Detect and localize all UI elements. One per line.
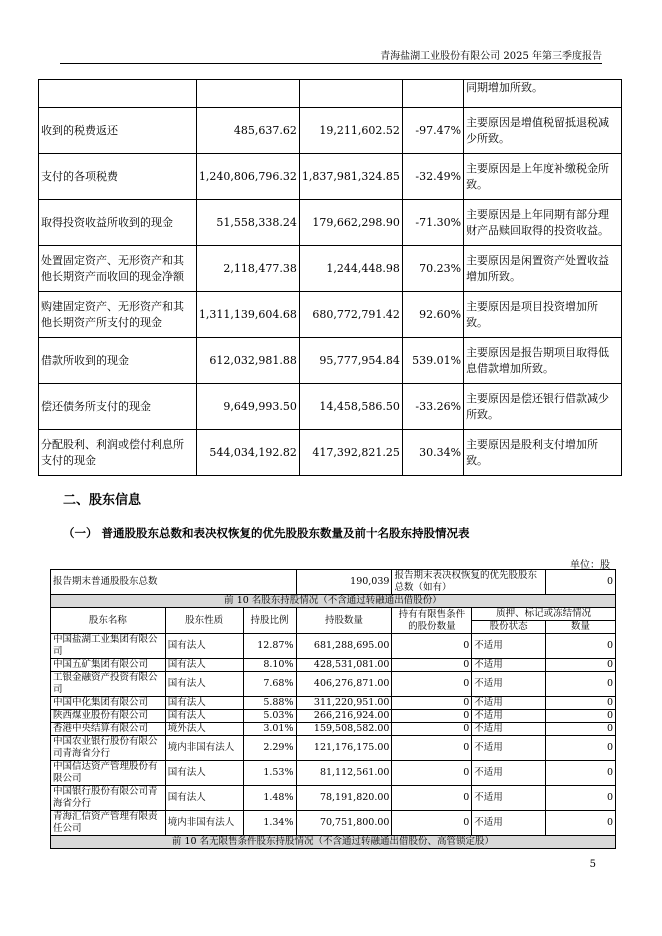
shareholder-nature: 国有法人 [165,672,243,697]
shareholder-name: 中国中化集团有限公司 [51,697,166,710]
current-period-value [196,80,299,108]
cashflow-changes-table [38,79,622,476]
shareholder-name: 陕西煤业股份有限公司 [51,710,166,723]
shareholding-ratio: 1.48% [243,786,296,811]
restricted-shares: 0 [392,634,472,659]
shareholding-ratio: 5.88% [243,697,296,710]
preferred-shareholders-label: 报告期末表决权恢复的优先股股东总数（如有） [392,570,546,595]
section-title: 二、股东信息 [63,493,142,508]
restricted-shares: 0 [392,672,472,697]
col-header-name: 股东名称 [51,608,166,634]
col-header-status: 股份状态 [472,621,546,634]
change-reason: 主要原因是上年同期有部分理财产品赎回取得的投资收益。 [464,200,622,246]
top10-title: 前 10 名股东持股情况（不含通过转融通出借股份） [51,595,616,608]
shareholder-nature: 境内非国有法人 [165,736,243,761]
cashflow-row [39,430,622,476]
shareholding-ratio: 2.29% [243,736,296,761]
shareholder-nature: 国有法人 [165,697,243,710]
prior-period-value: 1,837,981,324.85 [299,154,402,200]
change-percent: -97.47% [402,108,463,154]
shareholding-quantity: 159,508,582.00 [296,723,392,736]
cashflow-row [39,200,622,246]
shareholding-ratio: 12.87% [243,634,296,659]
shareholding-quantity: 78,191,820.00 [296,786,392,811]
pledge-status: 不适用 [472,659,546,672]
col-header-restricted: 持有有限售条件的股份数量 [392,608,472,634]
change-percent: -71.30% [402,200,463,246]
prior-period-value [299,80,402,108]
shareholder-row [51,710,616,723]
shareholding-ratio: 7.68% [243,672,296,697]
pledge-status: 不适用 [472,672,546,697]
shareholder-name: 工银金融资产投资有限公司 [51,672,166,697]
restricted-shares: 0 [392,736,472,761]
change-percent: -32.49% [402,154,463,200]
restricted-shares: 0 [392,811,472,836]
shareholder-name: 青海汇信资产管理有限责任公司 [51,811,166,836]
shareholder-row [51,634,616,659]
shareholding-ratio: 5.03% [243,710,296,723]
shareholder-nature: 国有法人 [165,710,243,723]
change-percent: 92.60% [402,292,463,338]
prior-period-value: 179,662,298.90 [299,200,402,246]
pledge-count: 0 [546,723,616,736]
cashflow-row [39,292,622,338]
shareholder-name: 中国盐湖工业集团有限公司 [51,634,166,659]
shareholder-name: 中国农业银行股份有限公司青海省分行 [51,736,166,761]
cashflow-item: 借款所收到的现金 [39,338,197,384]
shareholding-quantity: 70,751,800.00 [296,811,392,836]
prior-period-value: 19,211,602.52 [299,108,402,154]
pledge-count: 0 [546,672,616,697]
shareholder-nature: 境内非国有法人 [165,811,243,836]
pledge-count: 0 [546,697,616,710]
pledge-status: 不适用 [472,811,546,836]
pledge-status: 不适用 [472,634,546,659]
pledge-count: 0 [546,634,616,659]
current-period-value: 1,311,139,604.68 [196,292,299,338]
col-header-pledge: 质押、标记或冻结情况 [472,608,616,621]
pledge-status: 不适用 [472,736,546,761]
change-reason: 主要原因是闲置资产处置收益增加所致。 [464,246,622,292]
preferred-shareholders-value: 0 [546,570,616,595]
shareholding-ratio: 3.01% [243,723,296,736]
col-header-qty: 持股数量 [296,608,392,634]
restricted-shares: 0 [392,710,472,723]
cashflow-item [39,80,197,108]
col-header-ratio: 持股比例 [243,608,296,634]
col-header-nature: 股东性质 [165,608,243,634]
shareholding-quantity: 121,176,175.00 [296,736,392,761]
pledge-count: 0 [546,659,616,672]
shareholder-name: 中国五矿集团有限公司 [51,659,166,672]
prior-period-value: 417,392,821.25 [299,430,402,476]
cashflow-item: 处置固定资产、无形资产和其他长期资产而收回的现金净额 [39,246,197,292]
total-shareholders-row [51,570,616,595]
shareholder-name: 香港中央结算有限公司 [51,723,166,736]
shareholder-nature: 国有法人 [165,634,243,659]
report-header-title: 青海盐湖工业股份有限公司 2025 年第三季度报告 [380,51,602,62]
change-percent: -33.26% [402,384,463,430]
prior-period-value: 1,244,448.98 [299,246,402,292]
shareholding-quantity: 311,220,951.00 [296,697,392,710]
header-row-1 [51,608,616,621]
cashflow-item: 取得投资收益所收到的现金 [39,200,197,246]
pledge-count: 0 [546,811,616,836]
change-percent: 539.01% [402,338,463,384]
cashflow-item: 收到的税费返还 [39,108,197,154]
shareholding-ratio: 1.34% [243,811,296,836]
shareholder-nature: 国有法人 [165,786,243,811]
pledge-status: 不适用 [472,761,546,786]
header-divider [60,63,602,64]
shareholding-quantity: 81,112,561.00 [296,761,392,786]
pledge-count: 0 [546,786,616,811]
shareholder-nature: 境外法人 [165,723,243,736]
restricted-shares: 0 [392,786,472,811]
shareholding-quantity: 406,276,871.00 [296,672,392,697]
cashflow-row [39,338,622,384]
change-reason: 主要原因是报告期项目取得低息借款增加所致。 [464,338,622,384]
unit-label: 单位：股 [570,560,610,571]
shareholder-nature: 国有法人 [165,659,243,672]
change-reason: 主要原因是项目投资增加所致。 [464,292,622,338]
pledge-count: 0 [546,736,616,761]
change-reason: 主要原因是偿还银行借款减少所致。 [464,384,622,430]
change-reason: 主要原因是增值税留抵退税减少所致。 [464,108,622,154]
change-percent: 30.34% [402,430,463,476]
shareholding-ratio: 1.53% [243,761,296,786]
change-reason: 主要原因是上年度补缴税金所致。 [464,154,622,200]
cashflow-row [39,154,622,200]
prior-period-value: 95,777,954.84 [299,338,402,384]
cashflow-row [39,384,622,430]
pledge-status: 不适用 [472,723,546,736]
change-percent [402,80,463,108]
change-reason: 同期增加所致。 [464,80,622,108]
current-period-value: 612,032,981.88 [196,338,299,384]
prior-period-value: 680,772,791.42 [299,292,402,338]
current-period-value: 485,637.62 [196,108,299,154]
cashflow-item: 支付的各项税费 [39,154,197,200]
non-restricted-title: 前 10 名无限售条件股东持股情况（不含通过转融通出借股份、高管锁定股） [51,836,616,849]
cashflow-row [39,246,622,292]
restricted-shares: 0 [392,761,472,786]
cashflow-item: 偿还债务所支付的现金 [39,384,197,430]
shareholder-row [51,811,616,836]
current-period-value: 544,034,192.82 [196,430,299,476]
pledge-status: 不适用 [472,697,546,710]
current-period-value: 9,649,993.50 [196,384,299,430]
restricted-shares: 0 [392,659,472,672]
page-number: 5 [589,859,596,870]
pledge-status: 不适用 [472,786,546,811]
total-shareholders-label: 报告期末普通股股东总数 [51,570,297,595]
shareholder-row [51,672,616,697]
current-period-value: 51,558,338.24 [196,200,299,246]
shareholding-quantity: 266,216,924.00 [296,710,392,723]
current-period-value: 2,118,477.38 [196,246,299,292]
current-period-value: 1,240,806,796.32 [196,154,299,200]
restricted-shares: 0 [392,697,472,710]
restricted-shares: 0 [392,723,472,736]
pledge-status: 不适用 [472,710,546,723]
total-shareholders-value: 190,039 [296,570,392,595]
shareholder-nature: 国有法人 [165,761,243,786]
shareholder-row [51,697,616,710]
section-subtitle: （一） 普通股股东总数和表决权恢复的优先股股东数量及前十名股东持股情况表 [63,526,470,540]
top10-title-row [51,595,616,608]
col-header-count: 数量 [546,621,616,634]
prior-period-value: 14,458,586.50 [299,384,402,430]
shareholder-row [51,659,616,672]
shareholder-row [51,786,616,811]
shareholding-ratio: 8.10% [243,659,296,672]
cashflow-row [39,108,622,154]
shareholder-row [51,736,616,761]
shareholding-quantity: 428,531,081.00 [296,659,392,672]
change-reason: 主要原因是股利支付增加所致。 [464,430,622,476]
shareholder-name: 中国信达资产管理股份有限公司 [51,761,166,786]
shareholder-row [51,723,616,736]
non-restricted-title-row [51,836,616,849]
cashflow-item: 购建固定资产、无形资产和其他长期资产所支付的现金 [39,292,197,338]
cashflow-row [39,80,622,108]
pledge-count: 0 [546,710,616,723]
cashflow-item: 分配股利、利润或偿付利息所支付的现金 [39,430,197,476]
shareholder-name: 中国银行股份有限公司青海省分行 [51,786,166,811]
shareholders-table [50,569,616,849]
shareholder-row [51,761,616,786]
change-percent: 70.23% [402,246,463,292]
pledge-count: 0 [546,761,616,786]
shareholding-quantity: 681,288,695.00 [296,634,392,659]
